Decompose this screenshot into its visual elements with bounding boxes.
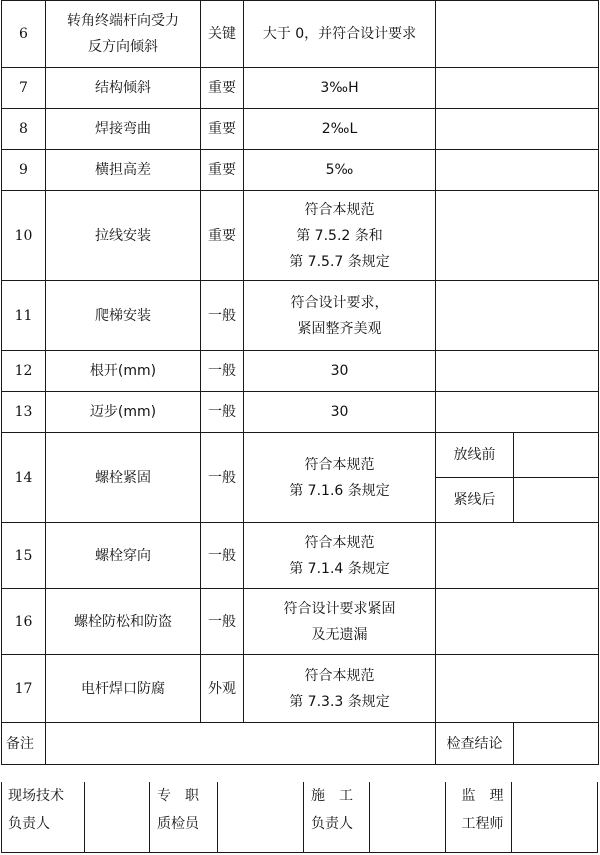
row-number: 7 xyxy=(2,68,46,109)
sub-condition: 紧线后 xyxy=(436,478,514,523)
category: 外观 xyxy=(201,655,244,723)
standard-line: 3‰H xyxy=(320,80,359,96)
standard xyxy=(244,433,436,523)
item-name-line: 迈步(mm) xyxy=(89,404,157,420)
standard-line: 符合本规范 xyxy=(304,201,375,218)
result-cell xyxy=(514,433,599,478)
category: 一般 xyxy=(201,433,244,523)
item-name-line: 根开(mm) xyxy=(89,363,157,379)
standard-line: 5‰ xyxy=(325,162,354,178)
row-number: 9 xyxy=(2,150,46,191)
item-name-line: 螺栓防松和防盗 xyxy=(74,613,172,630)
quality-label xyxy=(157,782,217,852)
remarks-label: 备注 xyxy=(2,723,46,765)
table-row xyxy=(2,109,599,150)
standard-line: 第 7.1.6 条规定 xyxy=(289,482,390,499)
item-name-line: 螺栓紧固 xyxy=(95,469,151,486)
item-name-line: 爬梯安装 xyxy=(95,307,151,324)
table-row xyxy=(2,392,599,433)
table-row xyxy=(2,433,599,478)
sub-condition: 放线前 xyxy=(436,433,514,478)
supervisor-line2: 工程师 xyxy=(461,816,504,832)
item-name xyxy=(46,109,201,150)
table-row xyxy=(2,68,599,109)
standard-line: 符合设计要求， xyxy=(290,294,389,311)
standard-line: 30 xyxy=(330,404,349,420)
result-cell xyxy=(436,655,599,723)
category: 重要 xyxy=(201,150,244,191)
table-row xyxy=(2,523,599,589)
conclusion-label: 检查结论 xyxy=(436,723,514,765)
category: 一般 xyxy=(201,523,244,589)
category: 重要 xyxy=(201,109,244,150)
standard-line: 符合本规范 xyxy=(304,456,375,473)
supervisor-label xyxy=(454,782,511,852)
item-name-line: 横担高差 xyxy=(95,162,151,178)
item-name xyxy=(46,281,201,351)
item-name-line: 电杆焊口防腐 xyxy=(81,680,165,697)
item-name xyxy=(46,1,201,68)
site-tech-line2: 负责人 xyxy=(8,816,50,832)
row-number: 10 xyxy=(2,191,46,281)
row-number: 14 xyxy=(2,433,46,523)
standard-line: 第 7.5.7 条规定 xyxy=(289,253,390,270)
table-row xyxy=(2,351,599,392)
signature-row xyxy=(1,782,598,853)
standard xyxy=(244,1,436,68)
standard xyxy=(244,655,436,723)
standard xyxy=(244,351,436,392)
conclusion-value xyxy=(514,723,599,765)
standard-line: 符合设计要求紧固 xyxy=(283,600,396,617)
item-name xyxy=(46,523,201,589)
site-tech-label xyxy=(8,782,84,852)
table-row xyxy=(2,150,599,191)
category: 一般 xyxy=(201,351,244,392)
row-number: 11 xyxy=(2,281,46,351)
standard xyxy=(244,589,436,655)
result-cell xyxy=(436,68,599,109)
item-name-line: 转角终端杆向受力 xyxy=(67,13,179,29)
item-name xyxy=(46,191,201,281)
table-row xyxy=(2,655,599,723)
category: 关键 xyxy=(201,1,244,68)
standard-line: 大于 0，并符合设计要求 xyxy=(262,26,417,42)
row-number: 6 xyxy=(2,1,46,68)
remarks-row xyxy=(2,723,599,765)
supervisor-line1: 监 理 xyxy=(461,788,504,804)
item-name xyxy=(46,68,201,109)
row-number: 15 xyxy=(2,523,46,589)
category: 一般 xyxy=(201,281,244,351)
standard xyxy=(244,150,436,191)
row-number: 8 xyxy=(2,109,46,150)
standard xyxy=(244,68,436,109)
row-number: 16 xyxy=(2,589,46,655)
item-name-line: 拉线安装 xyxy=(95,227,151,244)
standard-line: 2‰L xyxy=(321,121,358,137)
item-name-line: 螺栓穿向 xyxy=(95,547,151,564)
item-name xyxy=(46,433,201,523)
standard xyxy=(244,523,436,589)
result-cell xyxy=(436,351,599,392)
standard-line: 第 7.5.2 条和 xyxy=(296,227,383,244)
row-number: 12 xyxy=(2,351,46,392)
standard-line: 第 7.3.3 条规定 xyxy=(289,693,390,710)
table-row xyxy=(2,191,599,281)
category: 重要 xyxy=(201,68,244,109)
result-cell xyxy=(436,523,599,589)
row-number: 13 xyxy=(2,392,46,433)
row-number: 17 xyxy=(2,655,46,723)
standard-line: 符合本规范 xyxy=(304,534,375,551)
item-name-line: 结构倾斜 xyxy=(95,80,151,96)
quality-line2: 质检员 xyxy=(157,816,199,832)
standard xyxy=(244,392,436,433)
standard-line: 紧固整齐美观 xyxy=(297,320,382,337)
construction-label xyxy=(311,782,369,852)
result-cell xyxy=(436,281,599,351)
result-cell xyxy=(436,392,599,433)
item-name xyxy=(46,392,201,433)
table-row xyxy=(2,589,599,655)
table-row xyxy=(2,1,599,68)
site-tech-signature xyxy=(85,782,149,852)
construction-line1: 施 工 xyxy=(311,788,353,804)
item-name-line: 焊接弯曲 xyxy=(95,121,151,137)
result-cell xyxy=(436,150,599,191)
standard xyxy=(244,109,436,150)
category: 一般 xyxy=(201,589,244,655)
result-cell xyxy=(436,589,599,655)
standard-line: 30 xyxy=(330,363,349,379)
item-name xyxy=(46,655,201,723)
remarks-value xyxy=(46,723,436,765)
result-cell xyxy=(436,109,599,150)
standard-line: 及无遗漏 xyxy=(311,626,368,643)
construction-line2: 负责人 xyxy=(311,816,353,832)
standard xyxy=(244,281,436,351)
item-name xyxy=(46,150,201,191)
standard-line: 第 7.1.4 条规定 xyxy=(289,560,390,577)
item-name xyxy=(46,589,201,655)
result-cell xyxy=(514,478,599,523)
inspection-table xyxy=(1,0,599,765)
result-cell xyxy=(436,1,599,68)
quality-line1: 专 职 xyxy=(157,788,199,804)
result-cell xyxy=(436,191,599,281)
category: 一般 xyxy=(201,392,244,433)
item-name-line: 反方向倾斜 xyxy=(88,39,158,55)
standard-line: 符合本规范 xyxy=(304,667,375,684)
category: 重要 xyxy=(201,191,244,281)
site-tech-line1: 现场技术 xyxy=(8,788,64,804)
standard xyxy=(244,191,436,281)
table-row xyxy=(2,281,599,351)
item-name xyxy=(46,351,201,392)
